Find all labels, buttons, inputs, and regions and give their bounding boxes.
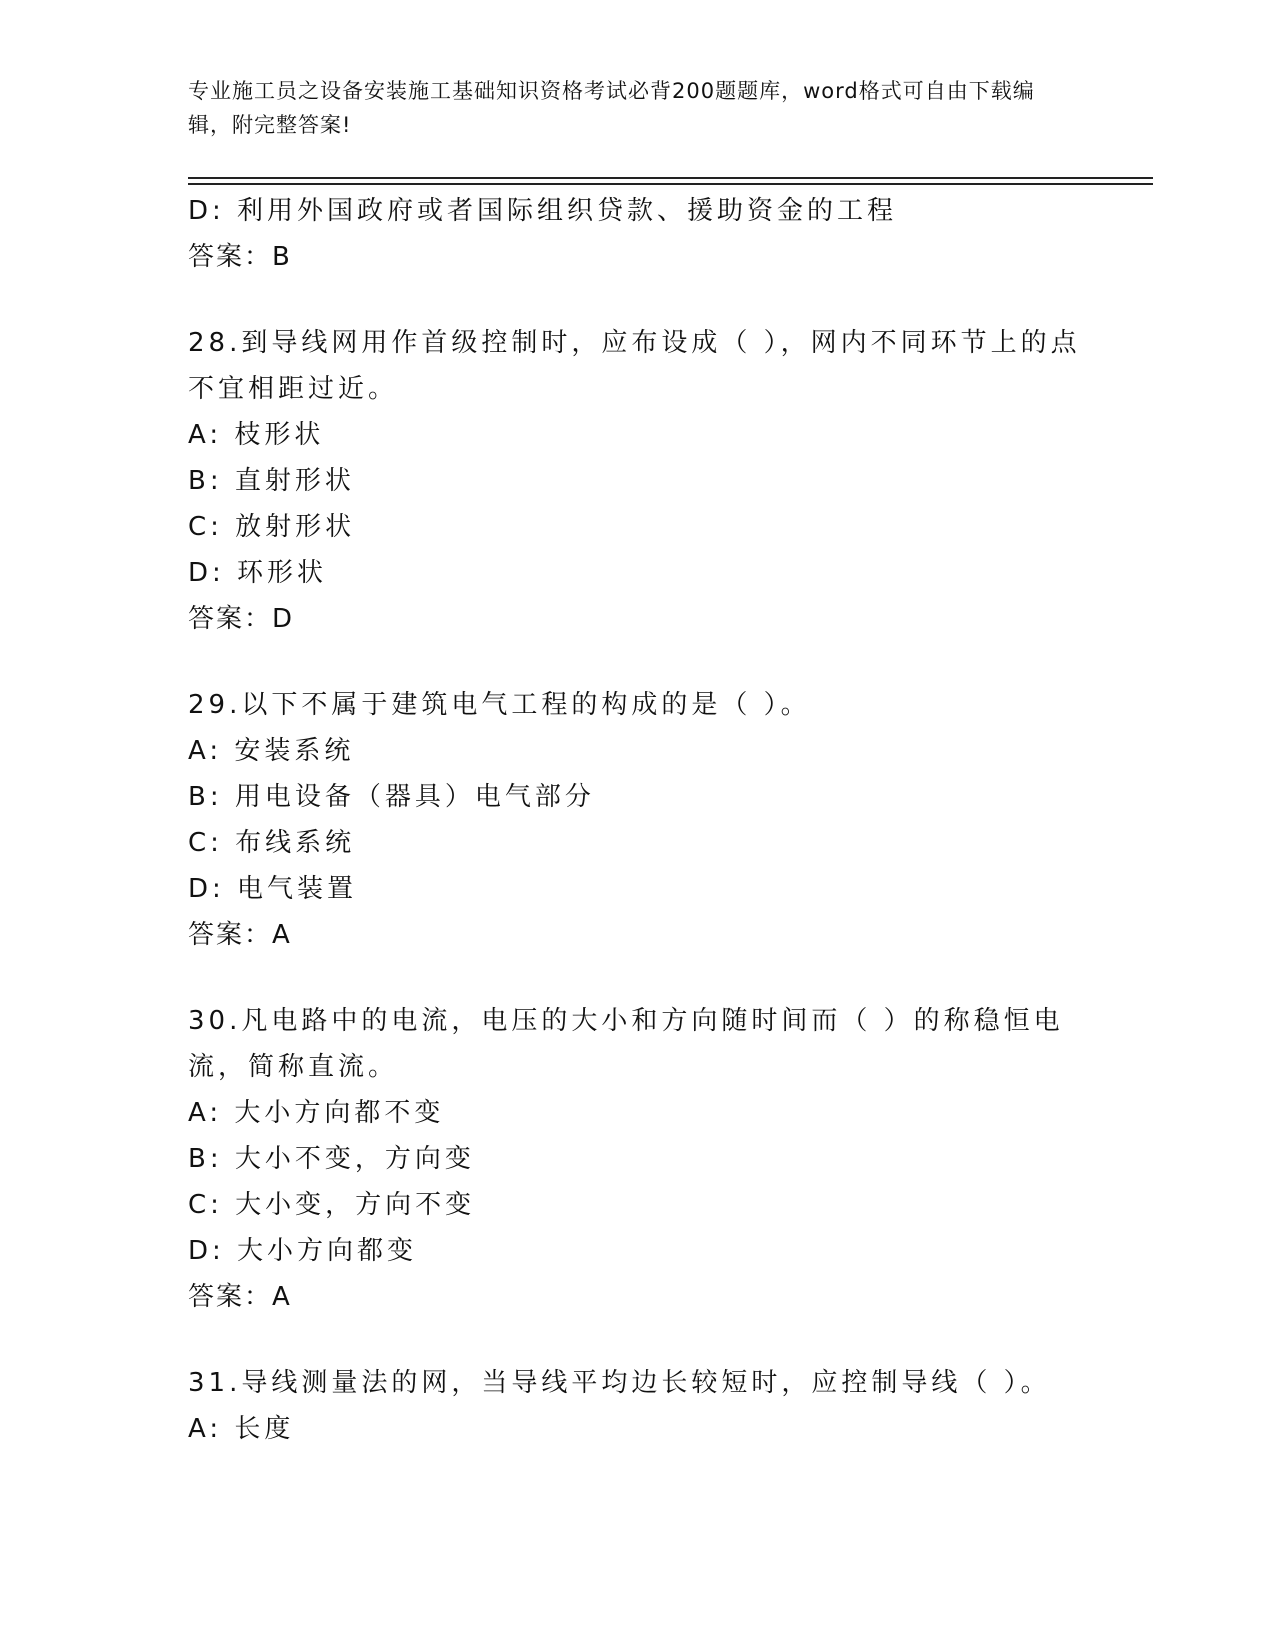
option-b: B: 直射形状 <box>188 466 355 496</box>
option-a: A: 大小方向都不变 <box>188 1098 445 1128</box>
prev-option-d: D: 利用外国政府或者国际组织贷款、援助资金的工程 <box>188 196 898 226</box>
question-text: 29.以下不属于建筑电气工程的构成的是（ ）。 <box>188 690 811 720</box>
header-rule-top <box>188 177 1153 179</box>
question-text: 31.导线测量法的网，当导线平均边长较短时，应控制导线（ ）。 <box>188 1368 1051 1398</box>
option-a: A: 枝形状 <box>188 420 325 450</box>
answer: 答案：A <box>188 1282 292 1312</box>
question-28 <box>188 320 1088 642</box>
option-b: B: 用电设备（器具）电气部分 <box>188 782 595 812</box>
question-text: 30.凡电路中的电流，电压的大小和方向随时间而（ ）的称稳恒电流，简称直流。 <box>188 1006 1064 1082</box>
option-c: C: 放射形状 <box>188 512 356 542</box>
prev-answer: 答案：B <box>188 242 292 272</box>
option-d: D: 大小方向都变 <box>188 1236 418 1266</box>
option-a: A: 长度 <box>188 1414 295 1444</box>
answer: 答案：A <box>188 920 292 950</box>
answer: 答案：D <box>188 604 295 634</box>
option-d: D: 环形状 <box>188 558 328 588</box>
header-rule-bottom <box>188 183 1153 185</box>
option-d: D: 电气装置 <box>188 874 358 904</box>
option-c: C: 大小变，方向不变 <box>188 1190 476 1220</box>
question-30 <box>188 998 1088 1320</box>
question-29 <box>188 682 1088 958</box>
option-b: B: 大小不变，方向变 <box>188 1144 475 1174</box>
option-c: C: 布线系统 <box>188 828 356 858</box>
option-a: A: 安装系统 <box>188 736 355 766</box>
document-header: 专业施工员之设备安装施工基础知识资格考试必背200题题库，word格式可自由下载编辑，附完整答案! <box>188 79 1035 137</box>
question-31 <box>188 1360 1088 1452</box>
question-text: 28.到导线网用作首级控制时，应布设成（ ），网内不同环节上的点不宜相距过近。 <box>188 328 1081 404</box>
question-list <box>188 188 1088 1452</box>
